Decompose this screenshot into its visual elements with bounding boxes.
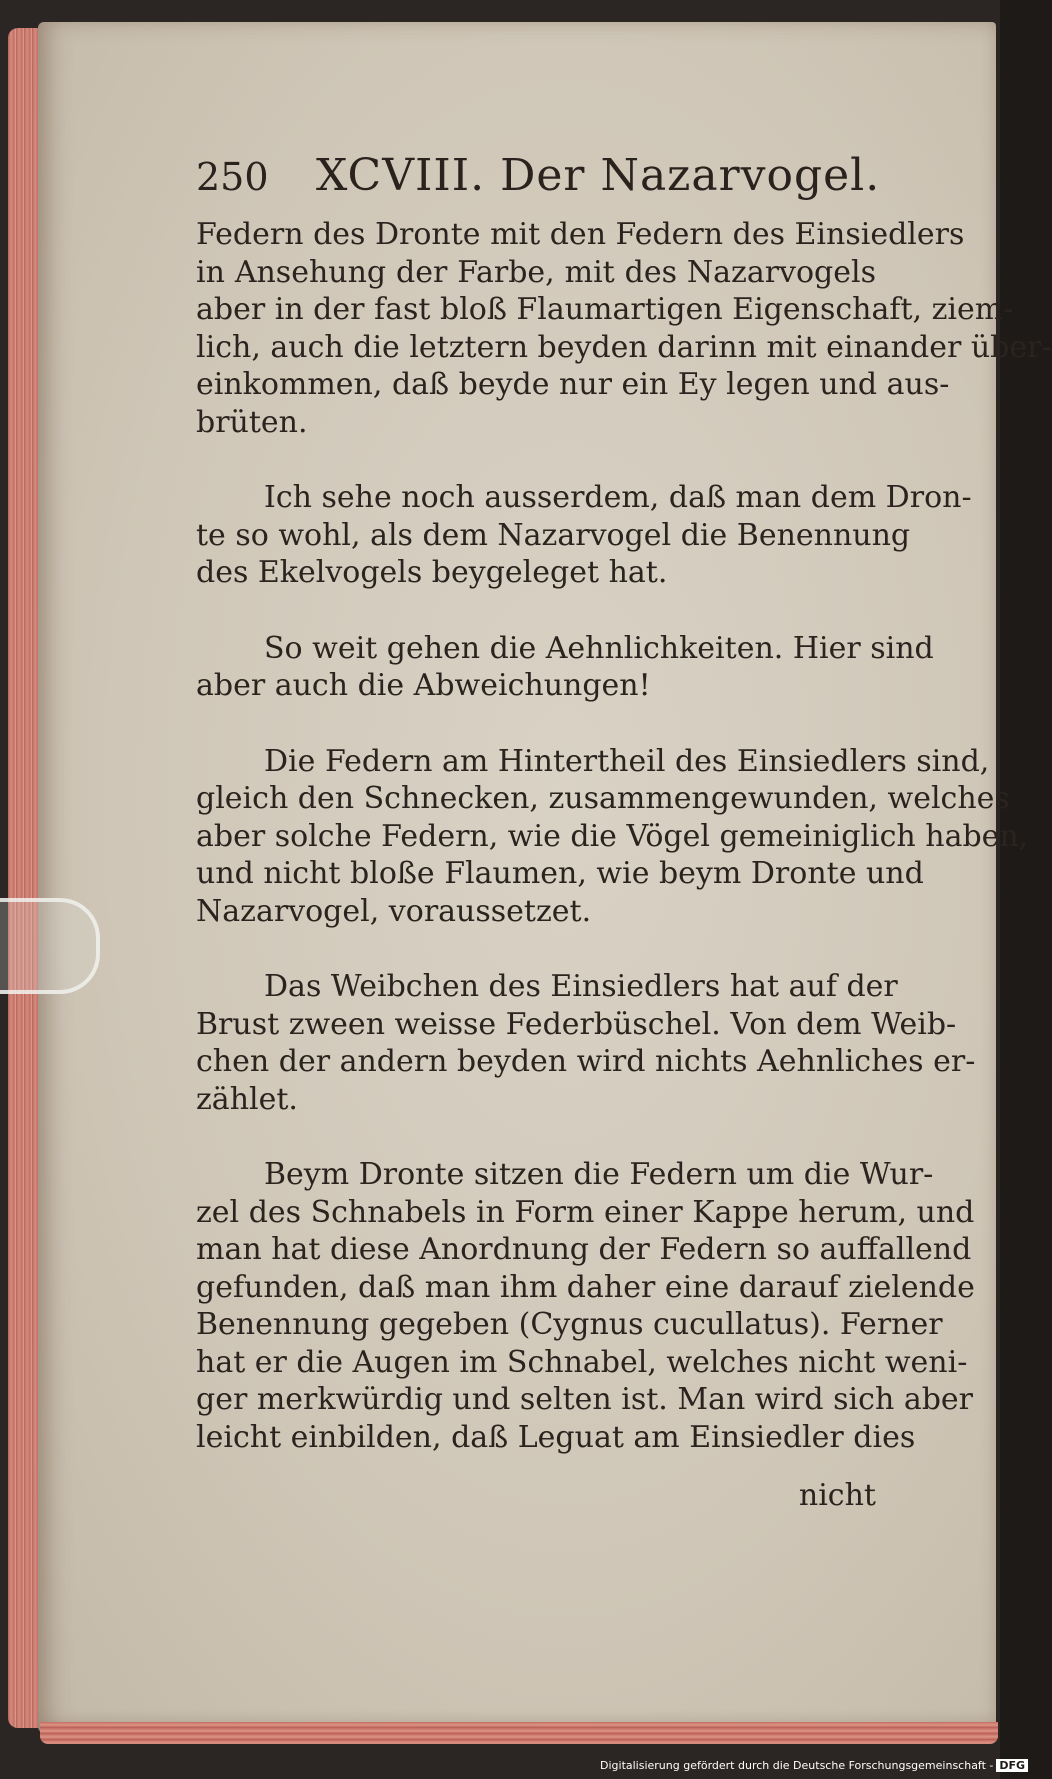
text-line: zel des Schnabels in Form einer Kappe herum, und <box>196 1194 975 1230</box>
paragraph-gap <box>196 592 876 630</box>
text-line: und nicht bloße Flaumen, wie beym Dronte und <box>196 856 924 891</box>
text-line: Beym Dronte sitzen die Federn um die Wur- <box>264 1157 934 1192</box>
paragraph-gap <box>196 930 876 968</box>
text-line: in Ansehung der Farbe, mit des Nazarvogels <box>196 254 876 290</box>
text-line: Ich sehe noch ausserdem, daß man dem Dron- <box>264 480 972 515</box>
text-line: man hat diese Anordnung der Federn so auffallend <box>196 1232 972 1267</box>
paragraph-gap <box>196 441 876 479</box>
running-title: XCVIII. Der Nazarvogel. <box>316 150 881 201</box>
body-text <box>196 216 1052 1456</box>
paragraph-4 <box>196 743 1029 931</box>
digitization-footer <box>600 1759 1026 1777</box>
page-bottom-edge <box>40 1722 998 1744</box>
text-line: lich, auch die letztern beyden darinn mit einander über- <box>196 329 1052 365</box>
paragraph-2 <box>196 479 972 592</box>
text-line: leicht einbilden, daß Leguat am Einsiedler dies <box>196 1419 916 1455</box>
text-line: Das Weibchen des Einsiedlers hat auf der <box>264 969 898 1004</box>
text-line: aber auch die Abweichungen! <box>196 668 651 703</box>
page-clip <box>0 898 100 994</box>
paragraph-6 <box>196 1156 975 1456</box>
text-line: chen der andern beyden wird nichts Aehnliches er- <box>196 1044 976 1079</box>
text-line: gefunden, daß man ihm daher eine darauf zielende <box>196 1269 975 1305</box>
paragraph-3 <box>196 630 934 705</box>
text-line: Brust zween weisse Federbüschel. Von dem Weib- <box>196 1006 957 1042</box>
text-line: aber in der fast bloß Flaumartigen Eigenschaft, ziem- <box>196 292 1014 327</box>
text-line: gleich den Schnecken, zusammengewunden, welches <box>196 781 1010 816</box>
text-line: brüten. <box>196 404 308 440</box>
text-line: Die Federn am Hintertheil des Einsiedlers sind, <box>264 743 990 779</box>
text-line: Nazarvogel, voraussetzet. <box>196 893 592 929</box>
text-line: einkommen, daß beyde nur ein Ey legen und aus- <box>196 367 950 402</box>
dfg-logo: DFG <box>996 1759 1028 1772</box>
text-line: Benennung gegeben (Cygnus cucullatus). Ferner <box>196 1307 943 1342</box>
text-line: So weit gehen die Aehnlichkeiten. Hier sind <box>264 630 934 666</box>
footer-text: Digitalisierung gefördert durch die Deutsche Forschungsgemeinschaft - <box>600 1759 994 1772</box>
text-line: ger merkwürdig und selten ist. Man wird sich aber <box>196 1382 973 1417</box>
paragraph-gap <box>196 705 876 743</box>
page-header <box>196 150 896 210</box>
text-line: aber solche Federn, wie die Vögel gemeiniglich haben, <box>196 818 1029 854</box>
paragraph-gap <box>196 1118 876 1156</box>
text-line: te so wohl, als dem Nazarvogel die Benennung <box>196 517 911 553</box>
text-line: hat er die Augen im Schnabel, welches nicht weni- <box>196 1344 968 1380</box>
text-line: des Ekelvogels beygeleget hat. <box>196 555 668 590</box>
text-line: Federn des Dronte mit den Federn des Einsiedlers <box>196 217 965 252</box>
paragraph-5 <box>196 968 976 1118</box>
catchword: nicht <box>798 1478 876 1513</box>
paragraph-1 <box>196 216 1052 441</box>
page-number: 250 <box>196 155 269 199</box>
text-line: zählet. <box>196 1081 298 1117</box>
